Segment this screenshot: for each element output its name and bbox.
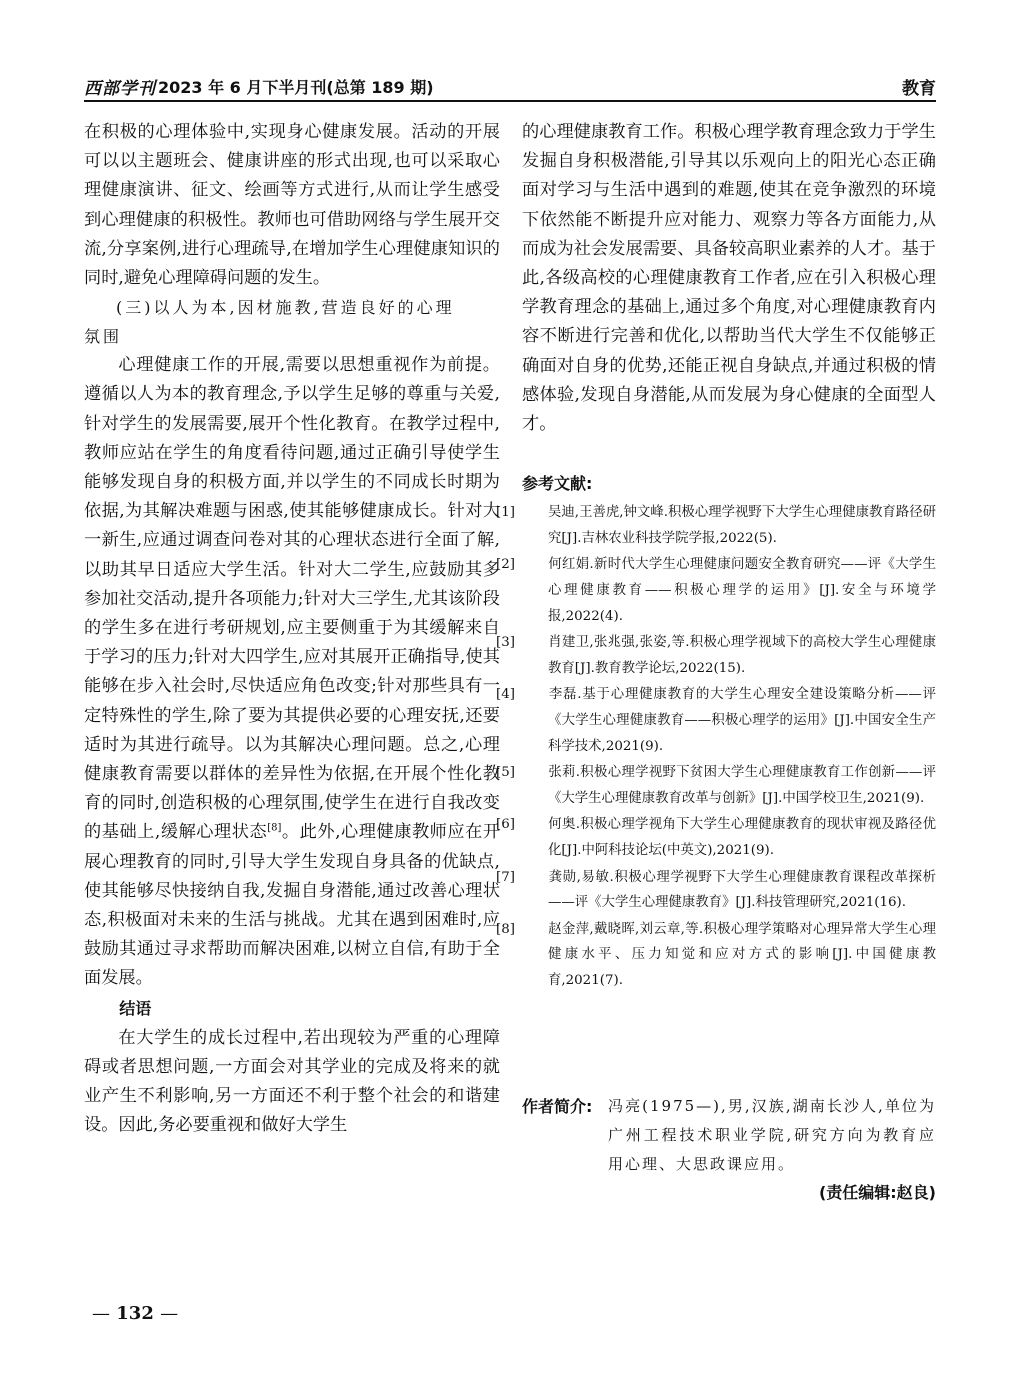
reference-item bbox=[496, 552, 936, 629]
left-column bbox=[84, 118, 500, 1141]
reference-number: [4] bbox=[496, 687, 515, 703]
reference-item bbox=[496, 917, 936, 994]
paragraph-continued: 的心理健康教育工作。积极心理学教育理念致力于学生发掘自身积极潜能,引导其以乐观向上的阳光心态正确面对学习与生活中遇到的难题,使其在竞争激烈的环境下依然能不断提升应对能力、观察力等各方面能力,从而成为社会发展需要、具备较高职业素养的人才。基于此,各级高校的心理健康教育工作者,应在引入积极心理学教育理念的基础上,通过多个角度,对心理健康教育内容不断进行完善和优化,以帮助当代大学生不仅能够正确面对自身的优势,还能正视自身缺点,并通过积极的情感体验,发现自身潜能,从而发展为身心健康的全面型人才。 bbox=[522, 122, 936, 435]
conclusion-heading: 结语 bbox=[119, 998, 152, 1018]
paragraph bbox=[84, 351, 500, 993]
reference-text: 何红娟.新时代大学生心理健康问题安全教育研究——评《大学生心理健康教育——积极心理学的运用》[J].安全与环境学报,2022(4). bbox=[548, 557, 936, 624]
reference-number: [8] bbox=[496, 921, 515, 937]
reference-item bbox=[496, 865, 936, 916]
reference-item bbox=[496, 630, 936, 681]
page-dash-right: — bbox=[160, 1303, 179, 1324]
reference-number: [7] bbox=[496, 869, 515, 885]
reference-number: [3] bbox=[496, 635, 515, 651]
paragraph-text: 。此外,心理健康教师应在开展心理教育的同时,引导大学生发现自身具备的优缺点,使其能够尽快接纳自我,发掘自身潜能,通过改善心理状态,积极面对未来的生活与挑战。尤其在遇到困难时,应鼓励其通过寻求帮助而解决困难,以树立自信,有助于全面发展。 bbox=[84, 822, 501, 989]
reference-item bbox=[496, 682, 936, 759]
editor-credit: (责任编辑:赵良) bbox=[818, 1183, 936, 1202]
reference-number: [1] bbox=[496, 505, 515, 521]
reference-text: 张莉.积极心理学视野下贫困大学生心理健康教育工作创新——评《大学生心理健康教育改革与创新》[J].中国学校卫生,2021(9). bbox=[548, 765, 936, 806]
references-list bbox=[496, 500, 936, 993]
reference-number: [6] bbox=[496, 817, 515, 833]
paragraph-text: 心理健康工作的开展,需要以思想重视作为前提。遵循以人为本的教育理念,予以学生足够的尊重与关爱,针对学生的发展需要,展开个性化教育。在教学过程中,教师应站在学生的角度看待问题,通过正确引导使学生能够发现自身的积极方面,并以学生的不同成长时期为依据,为其解决难题与困惑,使其能够健康成长。针对大一新生,应通过调查问卷对其的心理状态进行全面了解,以助其早日适应大学生活。针对大二学生,应鼓励其多参加社交活动,提升各项能力;针对大三学生,尤其该阶段的学生多在进行考研规划,应主要侧重于为其缓解来自于学习的压力;针对大四学生,应对其展开正确指导,使其能够在步入社会时,尽快适应角色改变;针对那些具有一定特殊性的学生,除了要为其提供必要的心理安抚,还要适时为其进行疏导。以为其解决心理问题。总之,心理健康教育需要以群体的差异性为依据,在开展个性化教育的同时,创造积极的心理氛围,使学生在进行自我改变的基础上,缓解心理状态 bbox=[84, 355, 500, 843]
reference-text: 龚勋,易敏.积极心理学视野下大学生心理健康教育课程改革探析——评《大学生心理健康教育》[J].科技管理研究,2021(16). bbox=[548, 869, 936, 911]
running-header bbox=[84, 72, 936, 102]
author-text: 冯亮(1975—),男,汉族,湖南长沙人,单位为广州工程技术职业学院,研究方向为教育应用心理、大思政课应用。 bbox=[608, 1097, 936, 1173]
reference-text: 何奥.积极心理学视角下大学生心理健康教育的现状审视及路径优化[J].中阿科技论坛(中英文),2021(9). bbox=[548, 817, 936, 858]
references-title: 参考文献: bbox=[522, 474, 593, 494]
page-number-value: 132 bbox=[116, 1303, 154, 1324]
reference-item bbox=[496, 812, 936, 863]
issue-info: 2023 年 6 月下半月刊(总第 189 期) bbox=[158, 78, 434, 97]
reference-item bbox=[496, 500, 936, 551]
reference-text: 肖建卫,张兆强,张姿,等.积极心理学视域下的高校大学生心理健康教育[J].教育教学论坛,2022(15). bbox=[548, 635, 936, 676]
page-number bbox=[92, 1303, 178, 1324]
reference-text: 吴迪,王善虎,钟文峰.积极心理学视野下大学生心理健康教育路径研究[J].吉林农业科技学院学报,2022(5). bbox=[548, 505, 936, 546]
reference-text: 赵金萍,戴晓晖,刘云章,等.积极心理学策略对心理异常大学生心理健康水平、压力知觉和应对方式的影响[J].中国健康教育,2021(7). bbox=[548, 921, 936, 988]
reference-item bbox=[496, 760, 936, 811]
page-dash-left: — bbox=[92, 1303, 110, 1324]
author-label: 作者简介: bbox=[522, 1097, 593, 1116]
reference-text: 李磊.基于心理健康教育的大学生心理安全建设策略分析——评《大学生心理健康教育——积极心理学的运用》[J].中国安全生产科学技术,2021(9). bbox=[548, 687, 936, 754]
journal-logo: 西部学刊 bbox=[84, 79, 156, 99]
section-tag: 教育 bbox=[902, 79, 936, 99]
section-heading: (三)以人为本,因材施教,营造良好的心理 bbox=[116, 298, 455, 318]
reference-number: [5] bbox=[496, 765, 515, 781]
right-column bbox=[496, 118, 936, 995]
paragraph: 在大学生的成长过程中,若出现较为严重的心理障碍或者思想问题,一方面会对其学业的完成及将来的就业产生不利影响,另一方面还不利于整个社会的和谐建设。因此,务必要重视和做好大学生 bbox=[84, 1027, 500, 1136]
section-heading-continued: 氛围 bbox=[84, 327, 123, 347]
reference-number: [2] bbox=[496, 557, 515, 573]
citation-marker: [8] bbox=[267, 822, 282, 834]
paragraph-continued: 在积极的心理体验中,实现身心健康发展。活动的开展可以以主题班会、健康讲座的形式出现,也可以采取心理健康演讲、征文、绘画等方式进行,从而让学生感受到心理健康的积极性。教师也可借助网络与学生展开交流,分享案例,进行心理疏导,在增加学生心理健康知识的同时,避免心理障碍问题的发生。 bbox=[84, 122, 500, 289]
